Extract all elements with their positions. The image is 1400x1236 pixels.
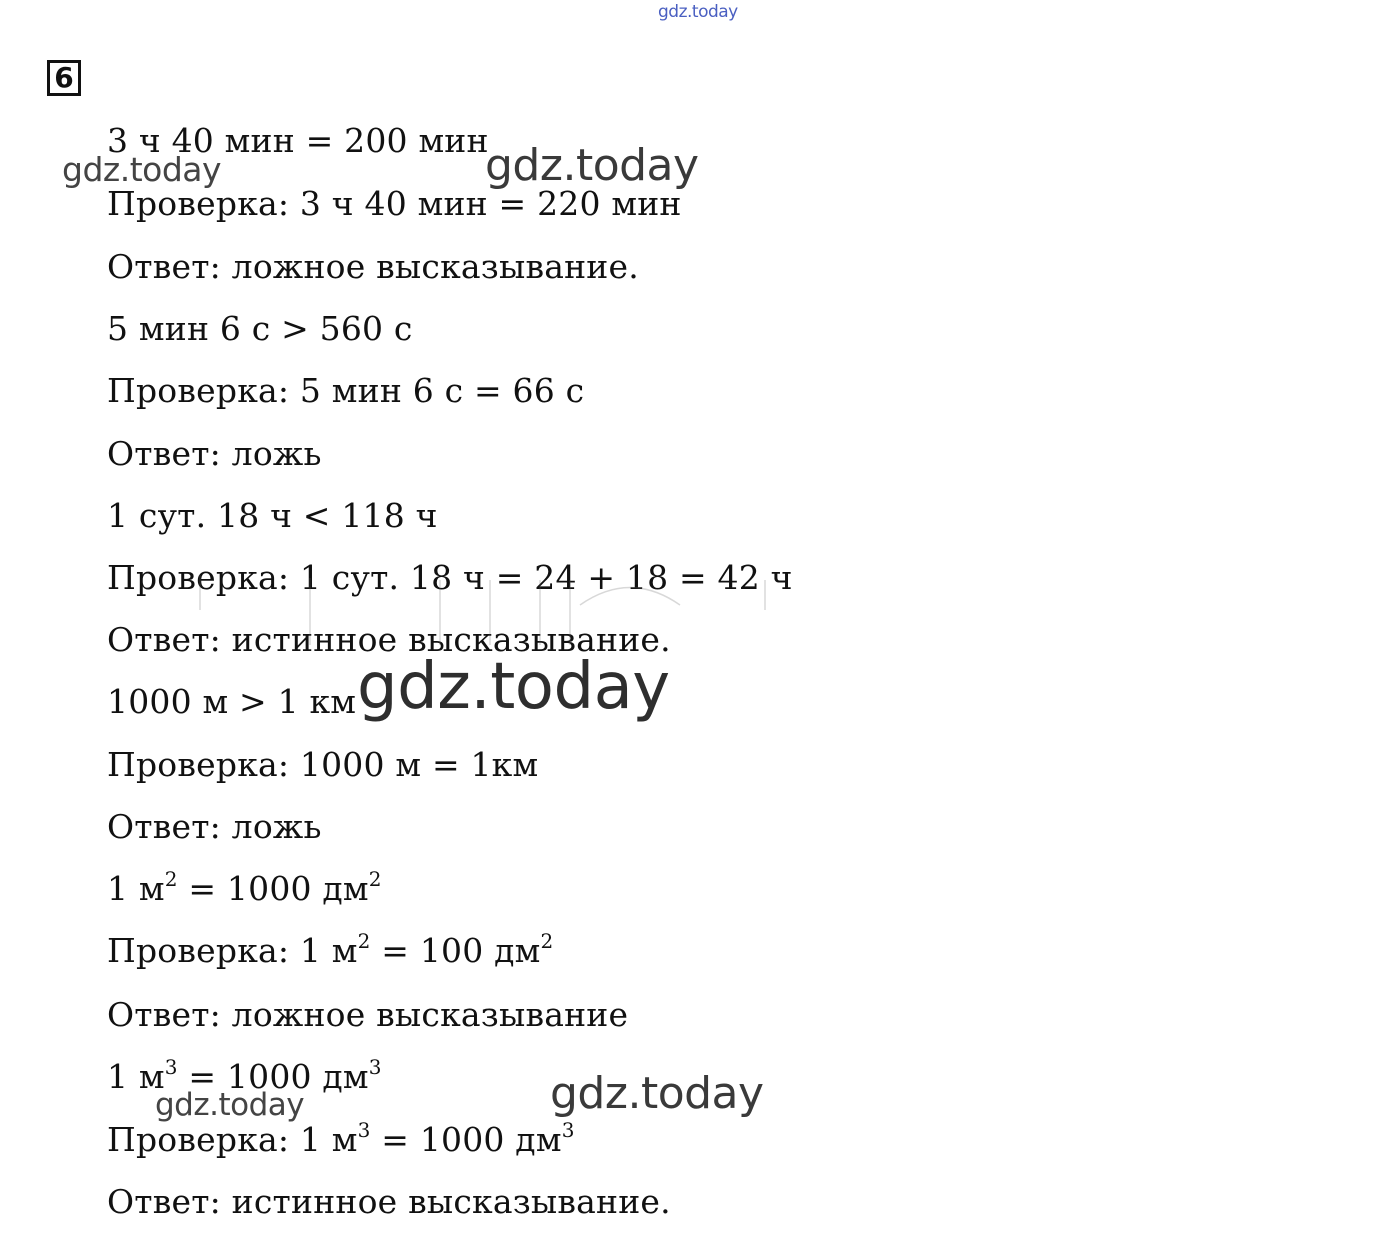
solution-line: Проверка: 1 сут. 18 ч = 24 + 18 = 42 ч — [107, 558, 793, 597]
solution-line-power — [107, 995, 628, 1039]
solution-line: Проверка: 3 ч 40 мин = 220 мин — [107, 184, 682, 223]
watermark-top: gdz.today — [658, 2, 738, 22]
solution-line: Проверка: 1000 м = 1км — [107, 745, 539, 784]
exponent: 3 — [561, 1118, 575, 1142]
watermark: gdz.today — [485, 140, 699, 191]
task-number-box: 6 — [47, 60, 81, 96]
solution-line: 1000 м > 1 км — [107, 682, 357, 721]
solution-line-power — [107, 869, 382, 913]
exponent: 2 — [164, 867, 178, 891]
expr-part: Ответ: ложное высказывание — [107, 995, 629, 1034]
solution-line: Ответ: ложное высказывание. — [107, 247, 639, 286]
faint-background-marks — [190, 570, 770, 650]
exponent: 3 — [368, 1055, 382, 1079]
watermark: gdz.today — [62, 150, 222, 189]
solution-line: 3 ч 40 мин = 200 мин — [107, 121, 489, 160]
solution-line: Ответ: истинное высказывание. — [107, 620, 671, 659]
solution-line: 1 сут. 18 ч < 118 ч — [107, 496, 438, 535]
solution-line: Ответ: ложь — [107, 434, 322, 473]
expr-part: = 100 дм — [370, 931, 541, 970]
exponent: 2 — [540, 929, 554, 953]
exponent: 3 — [164, 1055, 178, 1079]
watermark: gdz.today — [155, 1087, 305, 1123]
solution-line: Проверка: 5 мин 6 с = 66 с — [107, 371, 585, 410]
expr-part: = 1000 дм — [177, 869, 369, 908]
expr-part: 1 м — [107, 1057, 165, 1096]
expr-part: Ответ: истинное высказывание. — [107, 1182, 671, 1221]
expr-part: Проверка: 1 м — [107, 1120, 358, 1159]
exponent: 2 — [368, 867, 382, 891]
exponent: 2 — [357, 929, 371, 953]
expr-part: 1 м — [107, 869, 165, 908]
solution-line: 5 мин 6 с > 560 с — [107, 309, 413, 348]
solution-line-power — [107, 931, 553, 975]
expr-part: = 1000 дм — [177, 1057, 369, 1096]
solution-line-power — [107, 1182, 671, 1226]
watermark: gdz.today — [357, 650, 670, 724]
watermark: gdz.today — [550, 1068, 764, 1119]
solution-line-power — [107, 1120, 575, 1164]
expr-part: Проверка: 1 м — [107, 931, 358, 970]
solution-line: Ответ: ложь — [107, 807, 322, 846]
expr-part: = 1000 дм — [370, 1120, 562, 1159]
exponent: 3 — [357, 1118, 371, 1142]
